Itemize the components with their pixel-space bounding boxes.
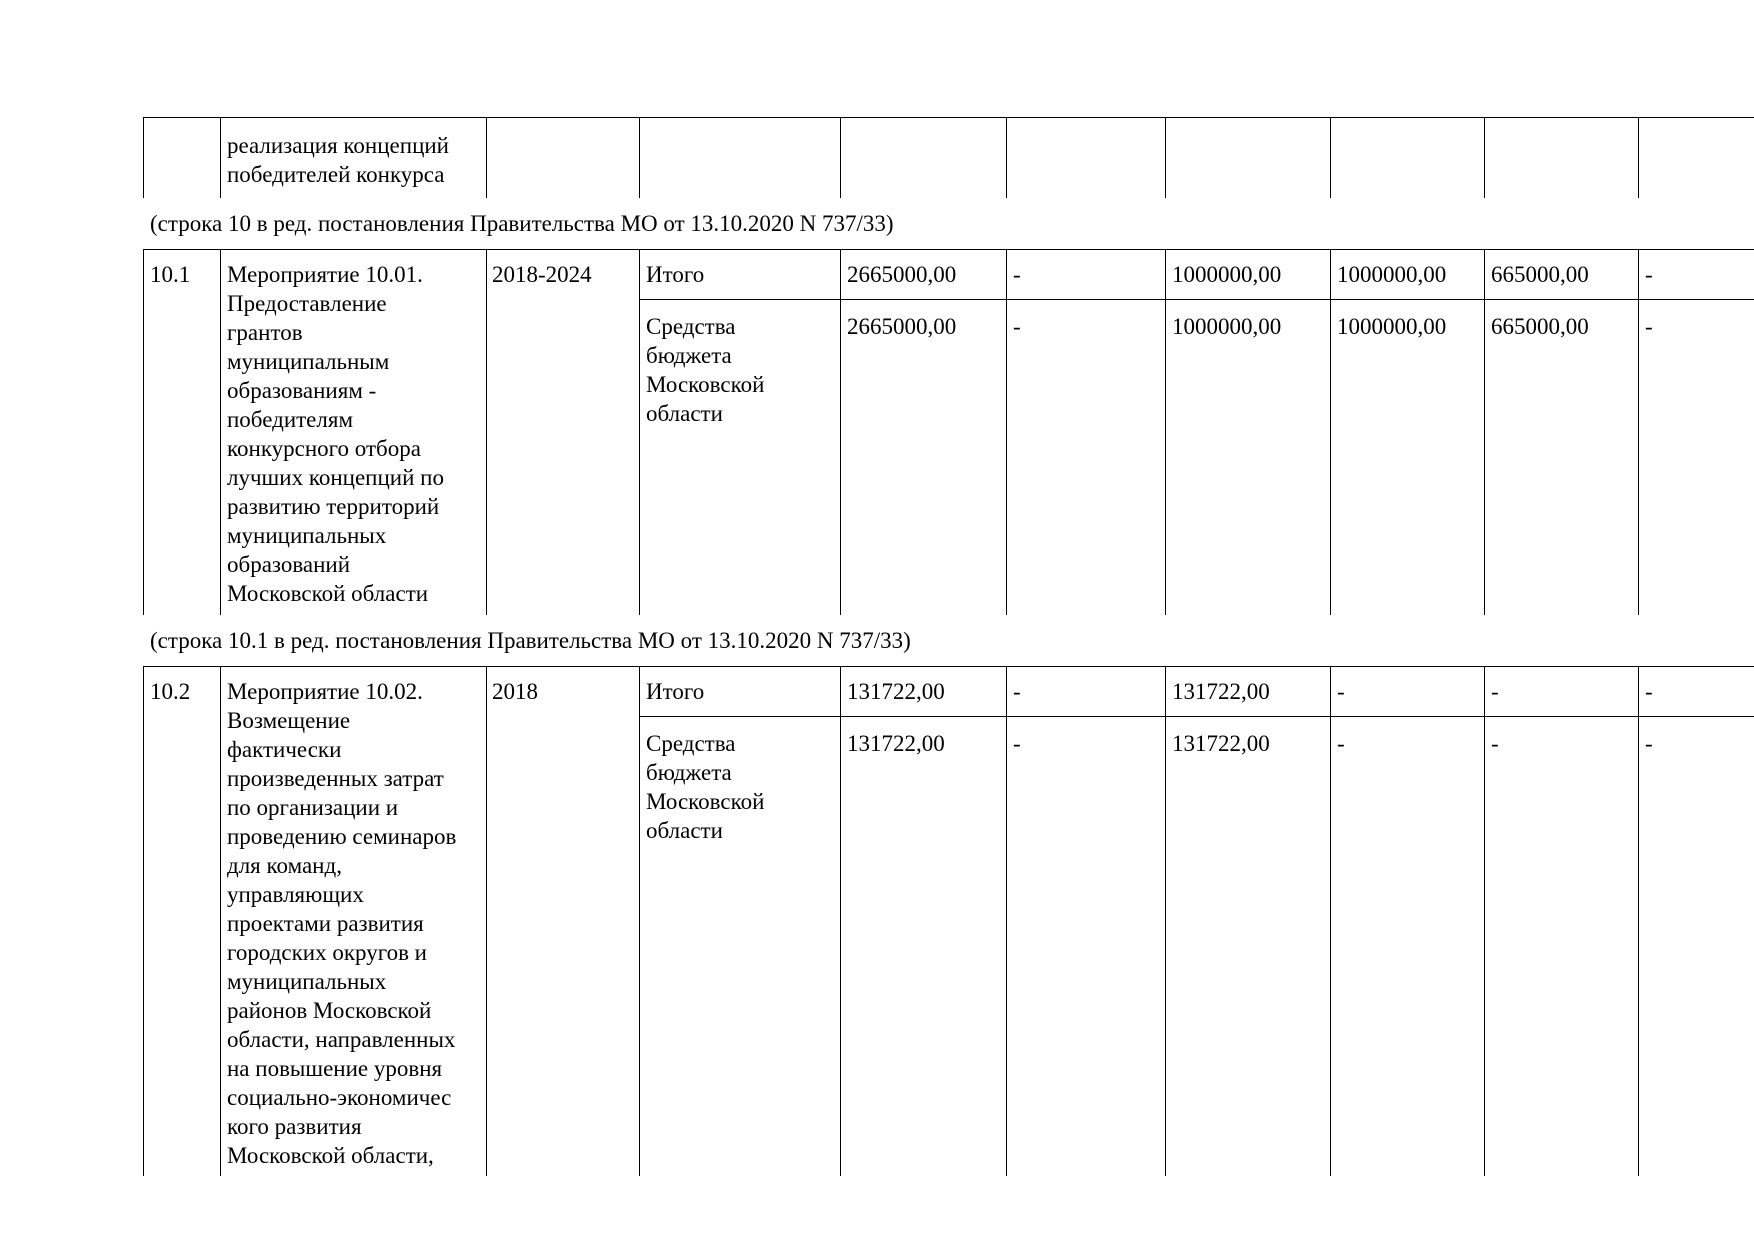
period: 2018 [492, 679, 538, 704]
value-total: 2665000,00 [847, 262, 957, 287]
funding-source-total: Итого [646, 679, 705, 704]
col-border-4 [840, 666, 841, 1176]
col-border-7 [1330, 666, 1331, 1176]
col-border-8 [1484, 666, 1485, 1176]
funding-source-total: Итого [646, 262, 705, 287]
col-border-1 [220, 117, 221, 198]
col-border-6 [1165, 666, 1166, 1176]
col-border-1 [220, 666, 221, 1176]
value-cell: 131722,00 [1172, 679, 1270, 704]
value-cell: - [1013, 314, 1021, 339]
value-cell: - [1013, 679, 1021, 704]
value-cell: 665000,00 [1491, 314, 1589, 339]
col-border-6 [1165, 117, 1166, 198]
funding-source-regional-budget: Средства бюджета Московской области [646, 314, 765, 426]
value-total: 131722,00 [847, 731, 945, 756]
funding-source-regional-budget: Средства бюджета Московской области [646, 731, 765, 843]
col-border-9 [1638, 666, 1639, 1176]
col-border-1 [220, 249, 221, 615]
col-border-0 [143, 249, 144, 615]
value-cell: 1000000,00 [1172, 314, 1282, 339]
value-total: 131722,00 [847, 679, 945, 704]
value-cell: 1000000,00 [1337, 314, 1447, 339]
continuation-text: реализация концепций победителей конкурса [227, 133, 449, 187]
col-border-8 [1484, 117, 1485, 198]
col-border-7 [1330, 117, 1331, 198]
col-border-5 [1006, 117, 1007, 198]
value-cell: - [1491, 731, 1499, 756]
value-cell: - [1645, 731, 1653, 756]
col-border-2 [486, 249, 487, 615]
value-cell: - [1337, 731, 1345, 756]
col-border-4 [840, 249, 841, 615]
col-border-3 [639, 666, 640, 1176]
table-top-border [143, 117, 1754, 118]
col-border-3 [639, 249, 640, 615]
col-border-9 [1638, 249, 1639, 615]
value-cell: - [1645, 262, 1653, 287]
col-border-2 [486, 666, 487, 1176]
value-cell: - [1491, 679, 1499, 704]
value-cell: 1000000,00 [1337, 262, 1447, 287]
value-cell: 131722,00 [1172, 731, 1270, 756]
row-10-2-top-border [143, 666, 1754, 667]
value-cell: - [1013, 262, 1021, 287]
row-10-1-top-border [143, 249, 1754, 250]
period: 2018-2024 [492, 262, 592, 287]
col-border-3 [639, 117, 640, 198]
activity-name: Мероприятие 10.01. Предоставление грантов муниципальным образованиям - победителям конкурсного отбора лучших концепций по развитию территорий муниципальных образований Московской области [227, 262, 444, 606]
col-border-7 [1330, 249, 1331, 615]
col-border-9 [1638, 117, 1639, 198]
col-border-4 [840, 117, 841, 198]
value-cell: - [1645, 314, 1653, 339]
col-border-5 [1006, 666, 1007, 1176]
amendment-note-10-1: (строка 10.1 в ред. постановления Правительства МО от 13.10.2020 N 737/33) [150, 628, 911, 653]
col-border-6 [1165, 249, 1166, 615]
col-border-0 [143, 666, 144, 1176]
col-border-5 [1006, 249, 1007, 615]
value-cell: 665000,00 [1491, 262, 1589, 287]
value-cell: - [1337, 679, 1345, 704]
row-10-2-sub-divider [639, 716, 1754, 717]
amendment-note-10: (строка 10 в ред. постановления Правительства МО от 13.10.2020 N 737/33) [150, 211, 894, 236]
value-cell: 1000000,00 [1172, 262, 1282, 287]
value-cell: - [1013, 731, 1021, 756]
row-10-1-sub-divider [639, 299, 1754, 300]
row-number: 10.2 [150, 679, 191, 704]
row-number: 10.1 [150, 262, 191, 287]
value-cell: - [1645, 679, 1653, 704]
col-border-8 [1484, 249, 1485, 615]
value-total: 2665000,00 [847, 314, 957, 339]
col-border-2 [486, 117, 487, 198]
col-border-0 [143, 117, 144, 198]
activity-name: Мероприятие 10.02. Возмещение фактически произведенных затрат по организации и проведению семинаров для команд, управляющих проектами развития городских округов и муниципальных районов Московской области, направленных на повышение уровня социально-экономичес кого развития Московской области, [227, 679, 457, 1168]
